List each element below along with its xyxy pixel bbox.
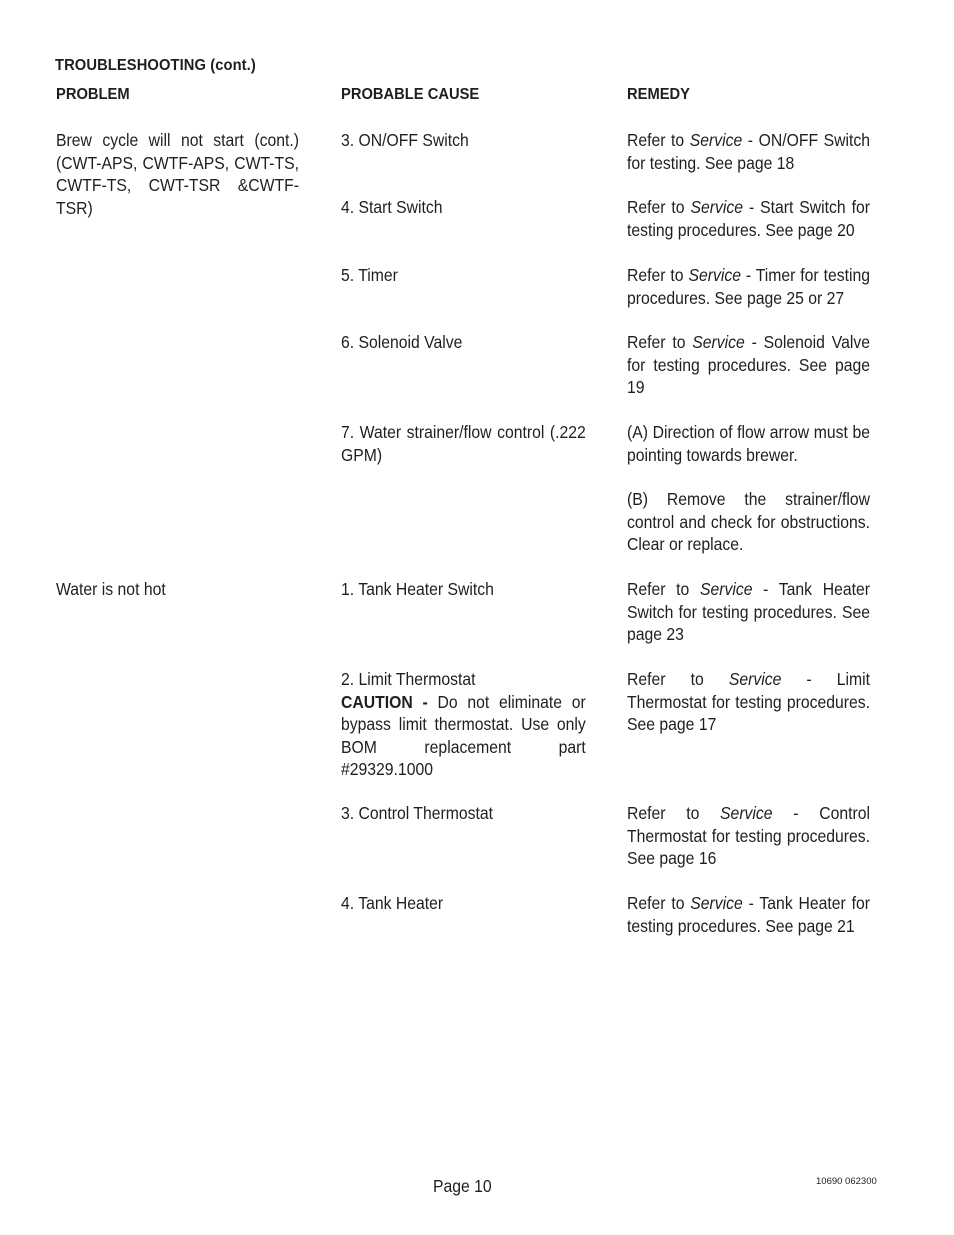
cause-limit-thermostat: 2. Limit Thermostat CAUTION - Do not eliminate or bypass limit thermostat. Use only BOM replacement part #29329.1000 [341, 669, 586, 779]
cause-control-thermostat: 3. Control Thermostat [341, 803, 494, 823]
cause-start-switch: 4. Start Switch [341, 197, 443, 217]
header-problem: PROBLEM [56, 86, 130, 103]
header-probable-cause: PROBABLE CAUSE [341, 86, 480, 103]
remedy-strainer-remove: (B) Remove the strainer/flow control and check for obstructions. Clear or replace. [627, 489, 870, 554]
cause-solenoid-valve: 6. Solenoid Valve [341, 332, 463, 352]
remedy-limit-thermostat: Refer to Service - Limit Thermostat for testing procedures. See page 17 [627, 669, 870, 734]
remedy-timer: Refer to Service - Timer for testing procedures. See page 25 or 27 [627, 265, 870, 308]
document-code: 10690 062300 [816, 1176, 877, 1187]
remedy-control-thermostat: Refer to Service - Control Thermostat for testing procedures. See page 16 [627, 803, 870, 868]
cause-tank-heater: 4. Tank Heater [341, 893, 444, 913]
page-number: Page 10 [433, 1176, 492, 1196]
remedy-start-switch: Refer to Service - Start Switch for testing procedures. See page 20 [627, 197, 870, 240]
remedy-strainer-direction: (A) Direction of flow arrow must be pointing towards brewer. [627, 422, 870, 465]
header-remedy: REMEDY [627, 86, 690, 103]
cause-on-off-switch: 3. ON/OFF Switch [341, 130, 469, 150]
problem-water-not-hot: Water is not hot [56, 579, 166, 599]
section-title: TROUBLESHOOTING (cont.) [55, 57, 256, 74]
remedy-on-off-switch: Refer to Service - ON/OFF Switch for testing. See page 18 [627, 130, 870, 173]
cause-tank-heater-switch: 1. Tank Heater Switch [341, 579, 494, 599]
problem-brew-cycle: Brew cycle will not start (cont.) (CWT-APS, CWTF-APS, CWT-TS, CWTF-TS, CWT-TSR &CWTF-TSR) [56, 130, 299, 218]
remedy-tank-heater: Refer to Service - Tank Heater for testing procedures. See page 21 [627, 893, 870, 936]
remedy-solenoid-valve: Refer to Service - Solenoid Valve for testing procedures. See page 19 [627, 332, 870, 397]
cause-water-strainer: 7. Water strainer/flow control (.222 GPM) [341, 422, 586, 465]
caution-label: CAUTION - [341, 691, 428, 712]
cause-timer: 5. Timer [341, 265, 398, 285]
remedy-tank-heater-switch: Refer to Service - Tank Heater Switch for testing procedures. See page 23 [627, 579, 870, 644]
